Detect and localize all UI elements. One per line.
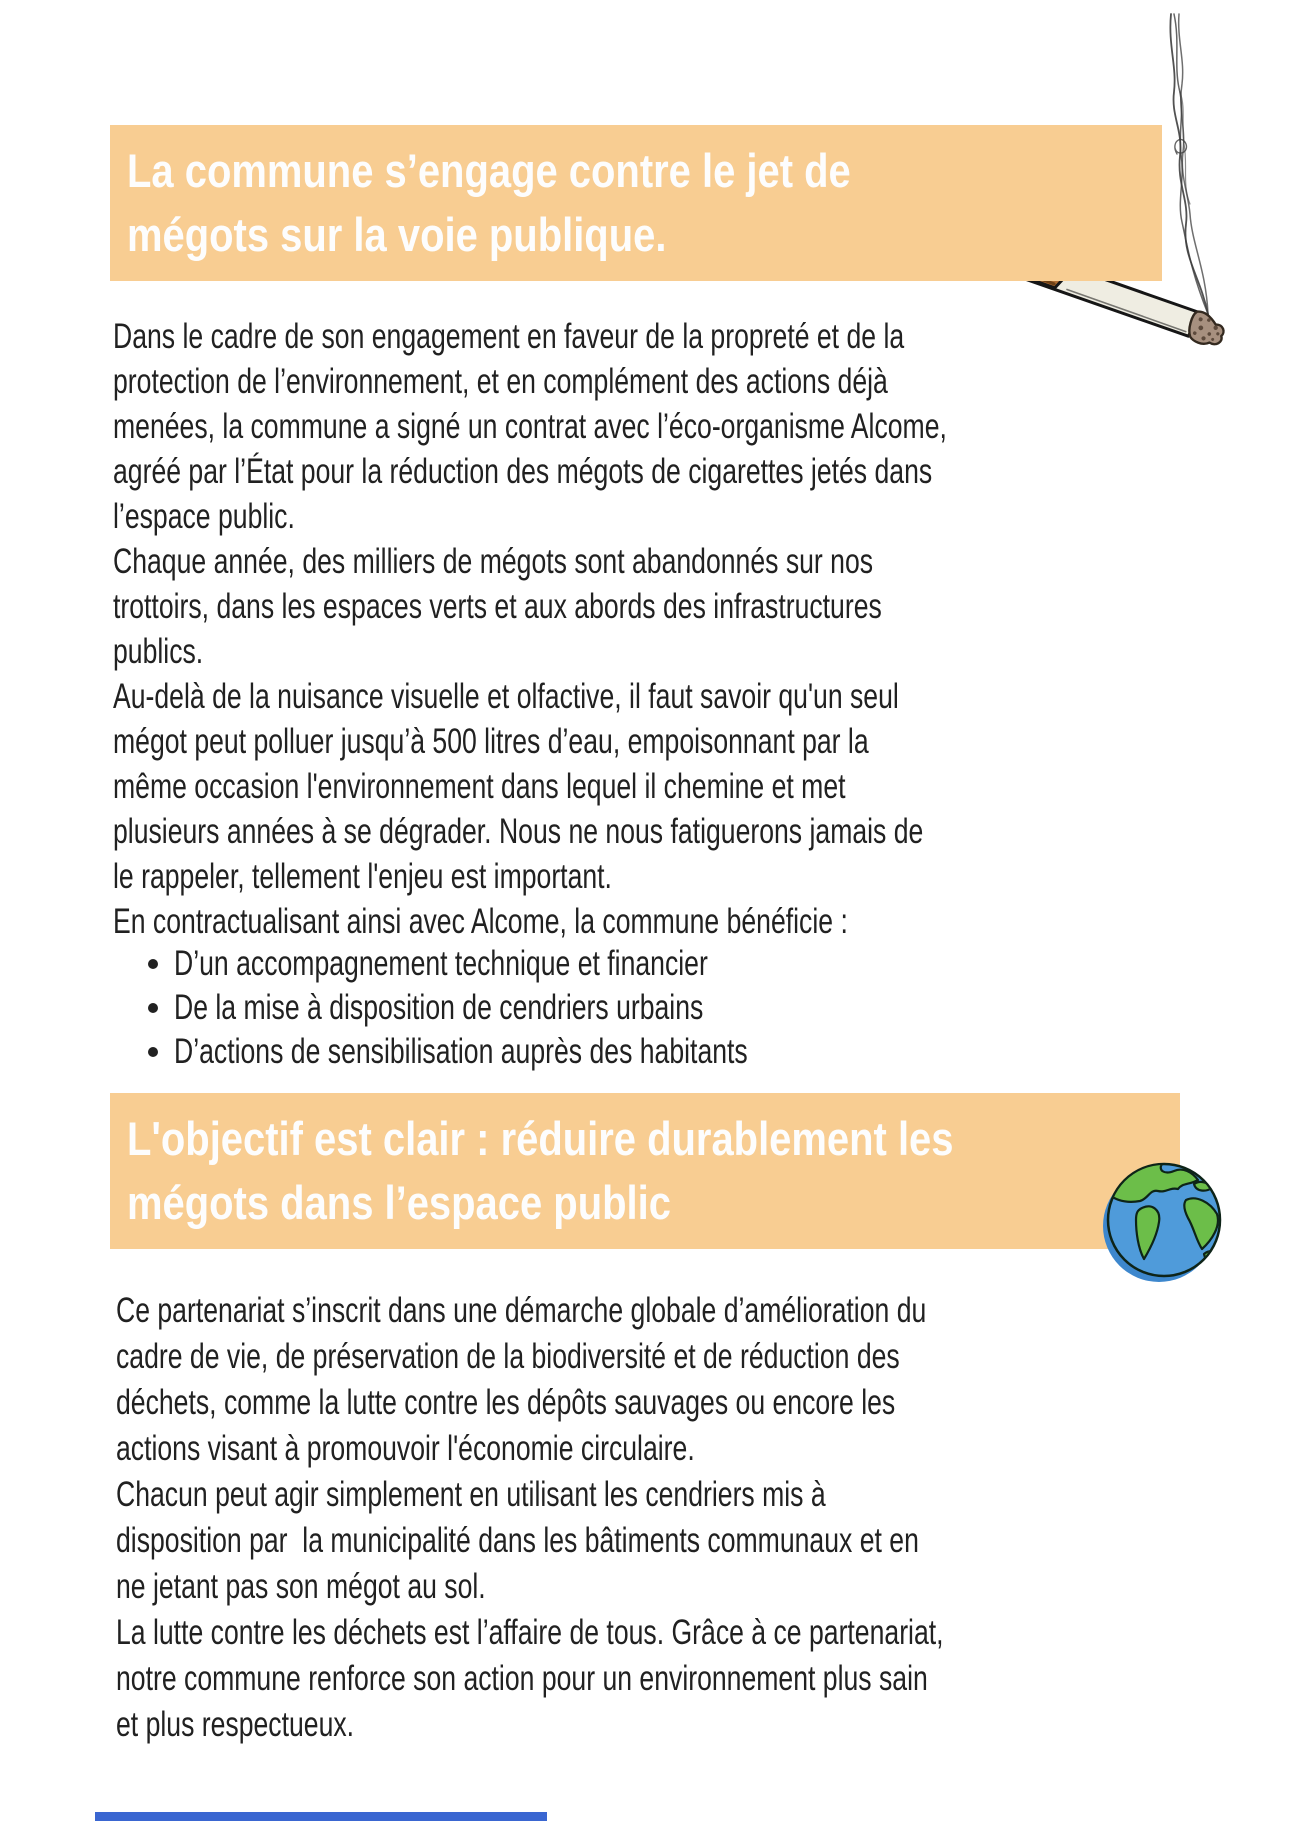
headline-banner-secondary: [110, 1093, 1180, 1249]
text-line: cadre de vie, de préservation de la biodiversité et de réduction des: [116, 1337, 900, 1376]
headline-line: La commune s’engage contre le jet de: [127, 144, 851, 197]
text-line: ne jetant pas son mégot au sol.: [116, 1567, 486, 1606]
earth-icon: [1098, 1156, 1230, 1288]
intro-paragraphs: [113, 314, 1210, 944]
text-line: La lutte contre les déchets est l’affaire de tous. Grâce à ce partenariat,: [116, 1613, 944, 1652]
list-item: [148, 942, 929, 986]
text-line: Dans le cadre de son engagement en faveur de la propreté et de la: [113, 317, 905, 356]
list-item: [148, 986, 929, 1030]
text-line: plusieurs années à se dégrader. Nous ne nous fatiguerons jamais de: [113, 812, 924, 851]
text-line: protection de l’environnement, et en complément des actions déjà: [113, 362, 888, 401]
text-line: le rappeler, tellement l'enjeu est important.: [113, 857, 612, 896]
text-line: disposition par la municipalité dans les bâtiments communaux et en: [116, 1521, 919, 1560]
text-line: même occasion l'environnement dans lequel il chemine et met: [113, 767, 846, 806]
text-line: déchets, comme la lutte contre les dépôts sauvages ou encore les: [116, 1383, 896, 1422]
text-line: trottoirs, dans les espaces verts et aux abords des infrastructures: [113, 587, 882, 626]
headline-banner-primary: [110, 125, 1162, 281]
text-line: notre commune renforce son action pour un environnement plus sain: [116, 1659, 928, 1698]
text-line: et plus respectueux.: [116, 1705, 355, 1744]
text-line: publics.: [113, 632, 204, 671]
bullet-dot-icon: [148, 1003, 158, 1013]
list-item-text: D’actions de sensibilisation auprès des habitants: [174, 1032, 748, 1071]
text-line: l’espace public.: [113, 497, 295, 536]
list-item: [148, 1030, 929, 1074]
text-line: Chaque année, des milliers de mégots sont abandonnés sur nos: [113, 542, 874, 581]
closing-paragraphs: [116, 1288, 1205, 1748]
bullet-dot-icon: [148, 1047, 158, 1057]
benefits-list: [148, 942, 929, 1074]
text-line: Au-delà de la nuisance visuelle et olfactive, il faut savoir qu'un seul: [113, 677, 899, 716]
headline-line: mégots dans l’espace public: [127, 1176, 671, 1229]
headline-line: mégots sur la voie publique.: [127, 208, 667, 261]
text-line: En contractualisant ainsi avec Alcome, la commune bénéficie :: [113, 902, 848, 941]
text-line: agréé par l’État pour la réduction des mégots de cigarettes jetés dans: [113, 452, 933, 491]
text-line: mégot peut polluer jusqu’à 500 litres d’eau, empoisonnant par la: [113, 722, 869, 761]
text-line: Ce partenariat s’inscrit dans une démarche globale d’amélioration du: [116, 1291, 927, 1330]
text-line: Chacun peut agir simplement en utilisant les cendriers mis à: [116, 1475, 826, 1514]
list-item-text: D’un accompagnement technique et financier: [174, 944, 708, 983]
list-item-text: De la mise à disposition de cendriers urbains: [174, 988, 704, 1027]
headline-line: L'objectif est clair : réduire durablement les: [127, 1112, 954, 1165]
footer-accent-line: [95, 1812, 547, 1821]
text-line: menées, la commune a signé un contrat avec l’éco-organisme Alcome,: [113, 407, 947, 446]
bullet-dot-icon: [148, 959, 158, 969]
text-line: actions visant à promouvoir l'économie circulaire.: [116, 1429, 695, 1468]
